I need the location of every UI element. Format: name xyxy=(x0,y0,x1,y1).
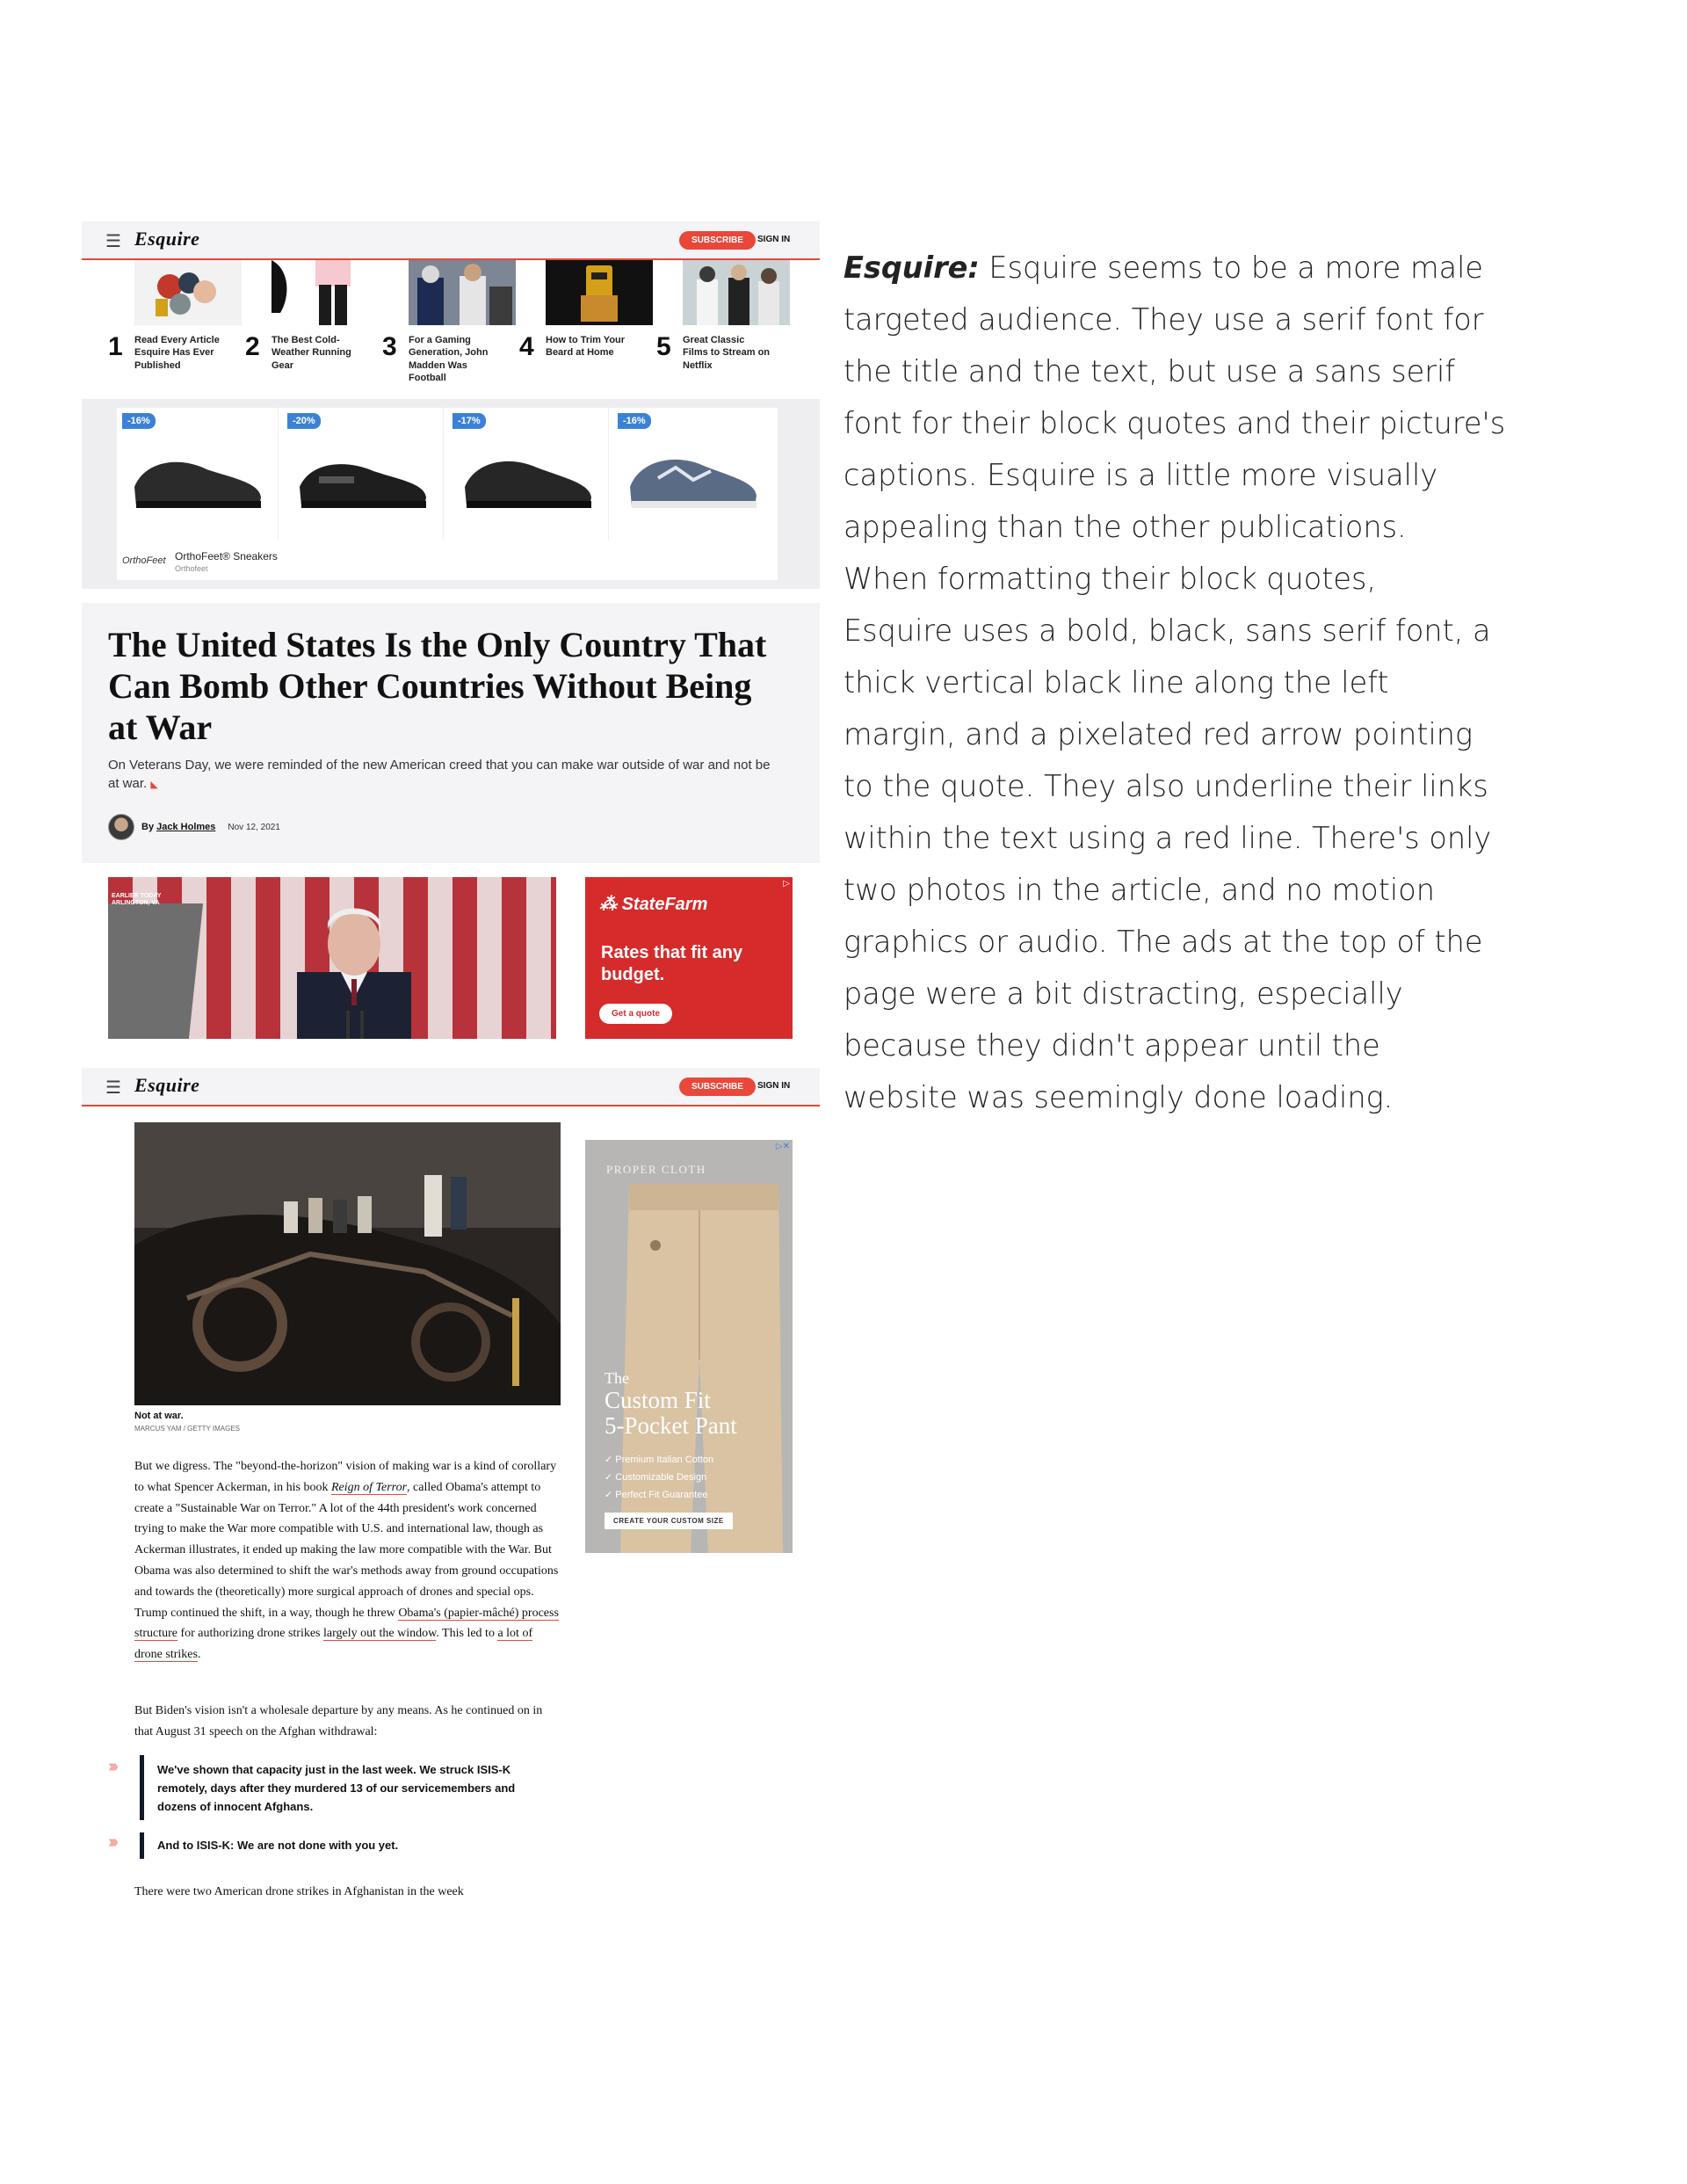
statefarm-logo: ⁂ StateFarm xyxy=(599,895,708,914)
discount-badge: -16% xyxy=(122,413,156,429)
quote-text: We've shown that capacity just in the last week. We struck ISIS-K remotely, days after they murdered 13 of our servicemembers and dozens of innocent Afghans. xyxy=(157,1763,516,1813)
pixel-arrow-icon: ››› xyxy=(108,1757,115,1776)
discount-badge: -17% xyxy=(453,413,486,429)
shoe-product[interactable] xyxy=(282,408,444,540)
dek-text: On Veterans Day, we were reminded of the new American creed that you can make war outside of war and not be at war. xyxy=(108,758,771,791)
burned-car-photo xyxy=(134,1122,561,1405)
commentary-line: page were a bit distracting, especially xyxy=(844,976,1403,1011)
esquire-navbar xyxy=(82,1068,820,1107)
discount-badge: -20% xyxy=(287,413,321,429)
paragraph-text: , called Obama's attempt to create a "Sustainable War on Terror." A lot of the 44th president's work concerned trying to make the War more compatible with U.S. and international law, though as Ackerman illustrates, it ended up making the law more compatible with the War. But Obama was also determined to shift the war's methods away from ground occupations and towards the (theoretically) more surgical approach of drones and special ops. Trump continued the shift, in a way, though he threw xyxy=(134,1480,559,1620)
statefarm-logo-text: StateFarm xyxy=(621,895,708,914)
shoe-product[interactable] xyxy=(447,408,609,540)
commentary-line: targeted audience. They use a serif font for xyxy=(844,302,1484,337)
ad-feature-list xyxy=(605,1451,713,1504)
article-headline: The United States Is the Only Country That Can Bomb Other Countries Without Being at War xyxy=(108,625,767,748)
esquire-screenshot-top xyxy=(82,221,820,1048)
author-avatar[interactable] xyxy=(108,814,134,840)
trending-number: 4 xyxy=(519,332,534,361)
commentary-line: thick vertical black line along the left xyxy=(844,665,1389,700)
trending-thumbnail-3 xyxy=(409,260,516,325)
article-dek xyxy=(108,756,785,793)
trending-title[interactable]: The Best Cold-Weather Running Gear xyxy=(272,335,351,371)
speaker-figure xyxy=(279,895,429,1039)
trending-number: 1 xyxy=(108,332,123,361)
paragraph-text: for authorizing drone strikes xyxy=(177,1627,323,1641)
trending-title[interactable]: Great Classic Films to Stream on Netflix xyxy=(683,335,771,371)
quote-bar xyxy=(140,1832,144,1859)
trending-thumbnail-4 xyxy=(546,260,653,325)
orthofeet-logo: OrthoFeet xyxy=(122,555,166,566)
byline-prefix: By xyxy=(141,822,157,832)
publish-date: Nov 12, 2021 xyxy=(228,822,280,832)
shoe-product[interactable] xyxy=(612,408,774,540)
esquire-navbar xyxy=(82,221,820,260)
paragraph-text: . xyxy=(197,1648,201,1662)
article-paragraph xyxy=(134,1456,561,1665)
paragraph-text: . This led to xyxy=(436,1627,498,1641)
drone-strikes-link[interactable]: a lot of drone strikes xyxy=(134,1627,533,1662)
trending-title[interactable]: Read Every Article Esquire Has Ever Published xyxy=(134,335,220,371)
ad-headline-the: The xyxy=(605,1369,629,1387)
commentary-line: to the quote. They also underline their links xyxy=(844,769,1488,803)
commentary-line-text: Esquire seems to be a more male xyxy=(979,250,1484,285)
trending-number: 5 xyxy=(656,332,671,361)
trending-title[interactable]: How to Trim Your Beard at Home xyxy=(546,335,626,359)
out-the-window-link[interactable]: largely out the window xyxy=(323,1627,437,1641)
article-paragraph: But Biden's vision isn't a wholesale departure by any means. As he continued on in that August 31 speech on the Afghan withdrawal: xyxy=(134,1704,543,1738)
sneaker-image xyxy=(623,443,764,513)
commentary-line: graphics or audio. The ads at the top of the xyxy=(844,925,1483,959)
trending-item[interactable] xyxy=(382,260,516,383)
esquire-screenshot-bottom xyxy=(82,1068,820,1912)
trending-thumbnail-2 xyxy=(272,260,379,325)
video-location-tag: EARLIER TODAY ARLINGTON, VA xyxy=(112,893,162,907)
process-structure-link[interactable]: Obama's (papier-mâché) process structure xyxy=(134,1606,559,1641)
paragraph-text: But we digress. The "beyond-the-horizon" vision of making war is a kind of corollary to what Spencer Ackerman, in his book xyxy=(134,1460,557,1494)
proper-cloth-ad[interactable] xyxy=(585,1140,793,1553)
book-link[interactable]: Reign of Terror xyxy=(330,1480,408,1494)
sign-in-link[interactable]: SIGN IN xyxy=(757,235,791,244)
trending-thumbnail-5 xyxy=(683,260,790,325)
commentary-line: font for their block quotes and their picture's xyxy=(844,406,1506,440)
ad-choices-icon[interactable]: ▷✕ xyxy=(775,1142,790,1151)
discount-badge: -16% xyxy=(618,413,651,429)
subscribe-button[interactable]: SUBSCRIBE xyxy=(679,231,756,250)
commentary-line: When formatting their block quotes, xyxy=(844,562,1377,596)
orthofeet-ad-panel[interactable] xyxy=(117,408,778,580)
sneaker-image xyxy=(293,443,433,513)
quote-bar xyxy=(140,1755,144,1820)
block-quote xyxy=(82,1832,561,1859)
commentary-line: within the text using a red line. There's only xyxy=(844,821,1492,855)
commentary-line: the title and the text, but use a sans serif xyxy=(844,354,1456,388)
commentary-line: appealing than the other publications. xyxy=(844,510,1407,544)
ad-headline-line2: 5-Pocket Pant xyxy=(605,1412,737,1440)
commentary-line: two photos in the article, and no motion xyxy=(844,873,1435,907)
trending-thumbnail-1 xyxy=(134,260,242,325)
quote-text: And to ISIS-K: We are not done with you yet. xyxy=(157,1839,399,1852)
trending-item[interactable] xyxy=(519,260,653,383)
byline xyxy=(108,814,280,840)
commentary-line: website was seemingly done loading. xyxy=(844,1080,1394,1114)
menu-icon[interactable]: ☰ xyxy=(105,1078,121,1098)
ad-choices-icon[interactable]: ▷ xyxy=(783,879,790,889)
trending-strip xyxy=(82,260,820,383)
trending-title[interactable]: For a Gaming Generation, John Madden Was Football xyxy=(409,335,489,383)
article-paragraph: There were two American drone strikes in Afghanistan in the week xyxy=(134,1885,464,1898)
commentary-line: margin, and a pixelated red arrow pointing xyxy=(844,717,1473,751)
sneaker-image xyxy=(127,443,268,513)
proper-cloth-logo: PROPER CLOTH xyxy=(606,1163,706,1176)
ad-feature: ✓ Perfect Fit Guarantee xyxy=(605,1490,708,1500)
orthofeet-ad[interactable] xyxy=(82,399,820,589)
red-arrow-icon: ◣ xyxy=(150,780,158,790)
trending-number: 3 xyxy=(382,332,397,361)
trending-number: 2 xyxy=(245,332,260,361)
sign-in-link[interactable]: SIGN IN xyxy=(757,1081,791,1091)
commentary-text xyxy=(844,242,1511,1123)
get-quote-button[interactable]: Get a quote xyxy=(599,1004,672,1024)
create-custom-size-button[interactable]: CREATE YOUR CUSTOM SIZE xyxy=(605,1513,733,1529)
sneaker-image xyxy=(458,443,598,513)
statefarm-tagline: Rates that fit any budget. xyxy=(601,943,743,984)
author-link[interactable]: Jack Holmes xyxy=(156,822,216,832)
photo-credit: MARCUS YAM / GETTY IMAGES xyxy=(134,1425,241,1433)
esquire-logo[interactable]: Esquire xyxy=(134,228,200,250)
subscribe-button[interactable]: SUBSCRIBE xyxy=(679,1077,756,1096)
ad-headline xyxy=(605,1370,737,1440)
ad-headline-line1: Custom Fit xyxy=(605,1386,711,1413)
ad-feature: ✓ Premium Italian Cotton xyxy=(605,1455,714,1465)
commentary-lead: Esquire: xyxy=(844,250,980,285)
pixel-arrow-icon: ››› xyxy=(108,1832,115,1852)
commentary-line: because they didn't appear until the xyxy=(844,1028,1380,1063)
photo-caption: Not at war. xyxy=(134,1411,184,1421)
commentary-line xyxy=(844,242,1511,294)
ad-title[interactable]: OrthoFeet® Sneakers xyxy=(175,550,278,562)
statefarm-ad[interactable] xyxy=(585,877,793,1039)
byline-text xyxy=(141,822,215,832)
ad-advertiser: Orthofeet xyxy=(175,564,208,573)
block-quote xyxy=(82,1755,561,1820)
ad-feature: ✓ Customizable Design xyxy=(605,1472,707,1483)
menu-icon[interactable]: ☰ xyxy=(105,232,121,251)
commentary-line: Esquire uses a bold, black, sans serif font, a xyxy=(844,613,1491,648)
trending-item[interactable] xyxy=(656,260,790,383)
esquire-logo[interactable]: Esquire xyxy=(134,1074,200,1096)
trending-item[interactable] xyxy=(245,260,379,383)
commentary-line: captions. Esquire is a little more visually xyxy=(844,458,1438,492)
shoe-product[interactable] xyxy=(117,408,279,540)
article-header xyxy=(82,603,820,863)
video-player[interactable] xyxy=(108,877,556,1039)
podium-shape xyxy=(108,903,203,1039)
trending-item[interactable] xyxy=(108,260,242,383)
